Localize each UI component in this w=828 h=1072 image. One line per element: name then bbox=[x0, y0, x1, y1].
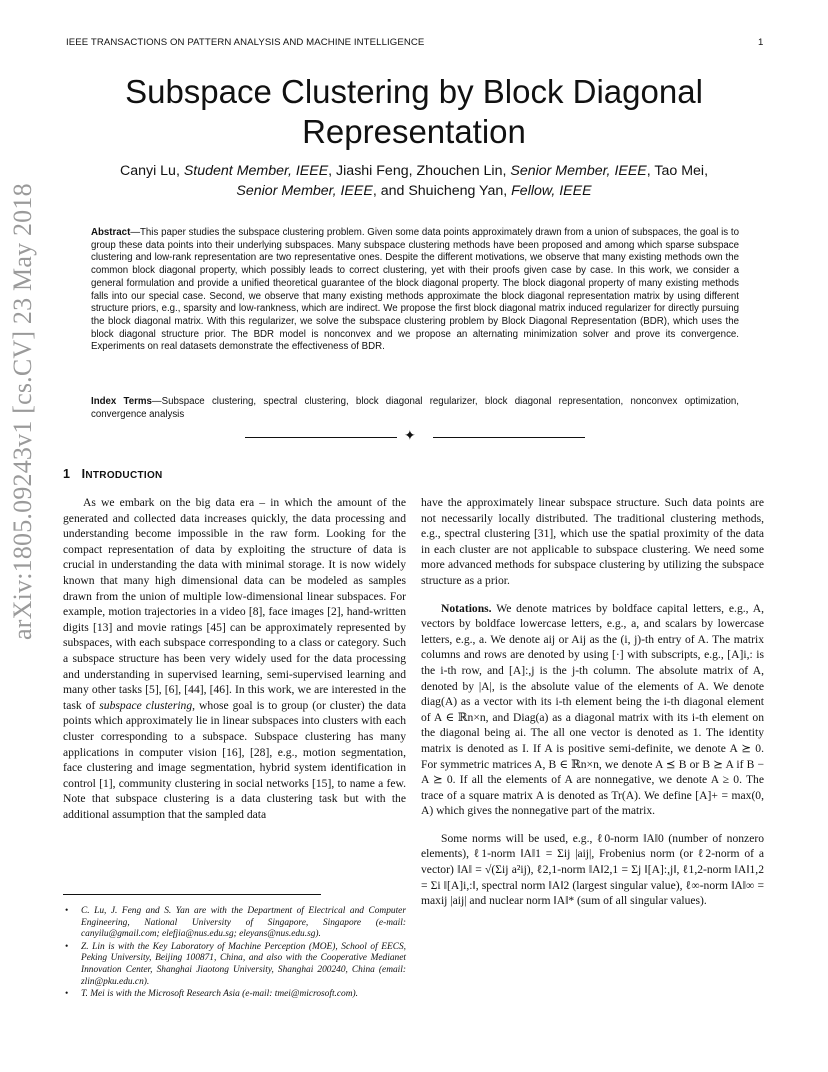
author-3-role: Senior Member, IEEE bbox=[236, 183, 373, 199]
separator-left bbox=[245, 437, 397, 438]
section-title-rest: NTRODUCTION bbox=[85, 470, 163, 481]
footnote-item: • C. Lu, J. Feng and S. Yan are with the Department of Electrical and Computer Engineering, National University of Singapore, Singapore (e-mail: canyilu@gmail.com; elefjia@nus.edu.sg; eleyans@nus.edu.sg). bbox=[81, 906, 406, 941]
paper-title: Subspace Clustering by Block Diagonal Representation bbox=[125, 73, 703, 150]
index-terms bbox=[91, 396, 739, 421]
intro-paragraph-continued: have the approximately linear subspace structure. Such data points are not necessarily locally distributed. The traditional clustering methods, e.g., spectral clustering [31], which use the spatial proximity of the data in each cluster are not applicable to subspace clustering. We need some more advanced methods for subspace clustering by utilizing the subspace structure as a prior. bbox=[421, 496, 764, 587]
abstract bbox=[91, 227, 739, 354]
footnotes bbox=[63, 906, 406, 1002]
author-1-role: Student Member, IEEE bbox=[183, 163, 329, 179]
notations-label: Notations. bbox=[441, 601, 492, 615]
intro-paragraph-1 bbox=[63, 495, 406, 822]
notations-paragraph bbox=[421, 601, 764, 819]
author-2: , Jiashi Feng, Zhouchen Lin, bbox=[328, 163, 511, 179]
abstract-label: Abstract bbox=[91, 227, 131, 238]
author-4-role: Fellow, IEEE bbox=[511, 183, 592, 199]
section-title-initial: I bbox=[81, 467, 86, 481]
separator-diamond-icon: ✦ bbox=[404, 429, 416, 444]
author-list bbox=[110, 161, 718, 201]
footnote-item: • Z. Lin is with the Key Laboratory of Machine Perception (MOE), School of EECS, Peking University, Beijing 100871, China, and also with the Cooperative Medianet Innovation Center, Shanghai Jiaotong University, Shanghai 200240, China (email: zlin@pku.edu.cn). bbox=[81, 942, 406, 988]
separator-right bbox=[433, 437, 585, 438]
section-number: 1 bbox=[63, 467, 71, 481]
intro-p1-part-a: As we embark on the big data era – in which the amount of the generated and collected data increases quickly, the data processing and understanding become impossible in the raw form. Looking for the compact representation of data by exploiting the structure of data is crucial in understanding the data with minimal storage. It is now widely known that many high dimensional data can be modeled as samples drawn from the union of multiple low-dimensional linear subspaces. For example, motion trajectories in a video [8], face images [2], hand-written digits [13] and movie ratings [45] can be approximately represented by subspaces, with each subspace corresponding to a class or category. Such a subspace structure has been very widely used for the data processing and understanding in supervised learning, semi-supervised learning and many other tasks [5], [6], [44], [46]. In this work, we are interested in the task of bbox=[63, 496, 406, 712]
running-header: IEEE TRANSACTIONS ON PATTERN ANALYSIS AND MACHINE INTELLIGENCE bbox=[66, 37, 425, 48]
author-1: Canyi Lu, bbox=[119, 163, 184, 179]
index-terms-label: Index Terms bbox=[91, 396, 152, 407]
left-column bbox=[63, 495, 406, 822]
author-2-role: Senior Member, IEEE bbox=[510, 163, 647, 179]
notations-text: We denote matrices by boldface capital letters, e.g., A, vectors by boldface lowercase letters, e.g., a, and scalars by lowercase letters, e.g., a. We denote aij or Aij as the (i, j)-th entry of A. The matrix columns and rows are denoted by using [·] with subscripts, e.g., [A]i,: is the i-th row, and [A]:,j is the j-th column. The absolute matrix of A, denoted by |A|, is the absolute value of the elements of A. We denote diag(A) as a vector with its i-th element being the i-th diagonal element of A ∈ ℝn×n, and Diag(a) as a diagonal matrix with its i-th element on the diagonal being ai. The all one vector is denoted as 1. The identity matrix is denoted as I. If A is positive semi-definite, we denote A ⪰ 0. For symmetric matrices A, B ∈ ℝn×n, we denote A ⪯ B or B ⪰ A if B − A ⪰ 0. If all the elements of A are nonnegative, we denote A ≥ 0. The trace of a square matrix A is denoted as Tr(A). We define [A]+ = max(0, A) which gives the nonnegative part of the matrix. bbox=[421, 601, 764, 818]
section-heading bbox=[63, 467, 163, 481]
author-4: , and Shuicheng Yan, bbox=[372, 183, 512, 199]
intro-p1-emphasis: subspace clustering bbox=[99, 698, 193, 712]
abstract-text: —This paper studies the subspace clustering problem. Given some data points approximately drawn from a union of subspaces, the goal is to group these data points into their underlying subspaces. Many subspace clustering methods have been proposed and among which sparse subspace clustering and low-rank representation are two representative ones. Despite the different motivations, we observe that many existing methods own the common block diagonal property, which possibly leads to correct clustering, yet with their proofs given case by case. In this work, we consider a general formulation and provide a unified theoretical guarantee of the block diagonal property. The block diagonal property of many existing methods falls into our special case. Second, we observe that many existing methods approximate the block diagonal representation matrix by using different structure priors, e.g., sparsity and low-rankness, which are indirect. We propose the first block diagonal matrix induced regularizer for directly pursuing the block diagonal matrix. With this regularizer, we solve the subspace clustering problem by Block Diagonal Representation (BDR), which uses the block diagonal structure prior. The BDR model is nonconvex and we propose an alternating minimization solver and prove its convergence. Experiments on real datasets demonstrate the effectiveness of BDR. bbox=[91, 227, 739, 353]
norms-paragraph: Some norms will be used, e.g., ℓ0-norm ‖A‖0 (number of nonzero elements), ℓ1-norm ‖A‖1 = Σij |aij|, Frobenius norm (or ℓ2-norm of a vector) ‖A‖ = √(Σij a²ij), ℓ2,1-norm ‖A‖2,1 = Σj ‖[A]:,j‖, ℓ1,2-norm ‖A‖1,2 = Σi ‖[A]i,:‖, spectral norm ‖A‖2 (largest singular value), ℓ∞-norm ‖A‖∞ = maxij |aij| and nuclear norm ‖A‖* (sum of all singular values). bbox=[421, 831, 764, 908]
intro-p1-part-b: , whose goal is to group (or cluster) the data points which approximately lie in linear subspaces into clusters with each cluster corresponding to a subspace. Subspace clustering has many applications in computer vision [16], [28], e.g., motion segmentation, face clustering and image segmentation, hybrid system identification in control [1], community clustering in social networks [15], to name a few. Note that subspace clustering is a data clustering task but with the additional assumption that the sampled data bbox=[63, 698, 406, 821]
arxiv-stamp: arXiv:1805.09243v1 [cs.CV] 23 May 2018 bbox=[8, 183, 37, 640]
author-3: , Tao Mei, bbox=[646, 163, 709, 179]
footnote-rule bbox=[63, 894, 321, 895]
page-number: 1 bbox=[758, 37, 764, 48]
right-column bbox=[421, 495, 764, 909]
footnote-item: • T. Mei is with the Microsoft Research Asia (e-mail: tmei@microsoft.com). bbox=[81, 989, 406, 1001]
index-terms-text: —Subspace clustering, spectral clustering, block diagonal regularizer, block diagonal representation, nonconvex optimization, convergence analysis bbox=[91, 396, 739, 420]
